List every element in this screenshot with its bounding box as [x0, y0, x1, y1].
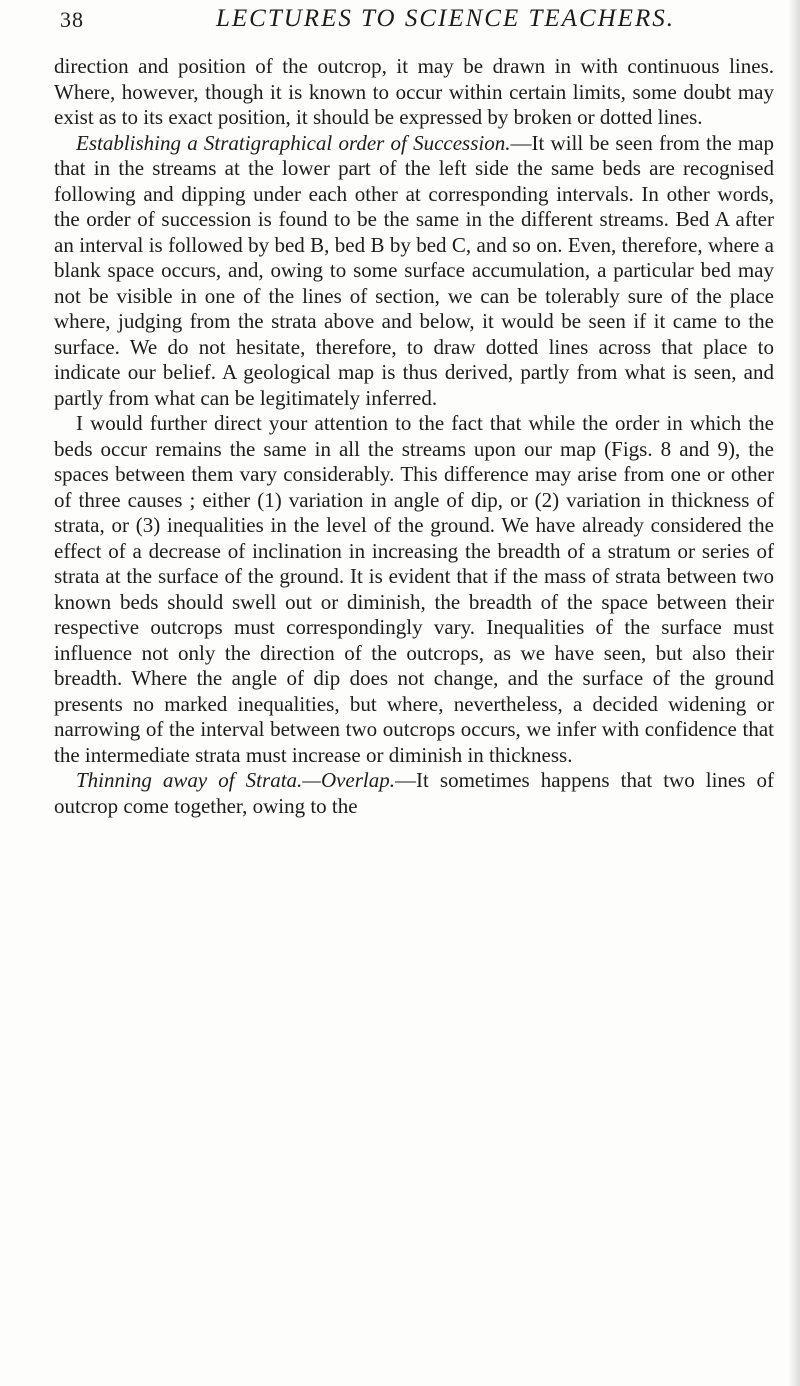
running-title: LECTURES TO SCIENCE TEACHERS. — [216, 5, 675, 32]
paragraph-text: —It sometimes happens that two lines of outcrop come together, owing to the — [54, 768, 774, 818]
page-edge-shadow — [788, 0, 800, 1386]
body-text — [54, 54, 774, 819]
paragraph-stratigraphical-order — [54, 131, 774, 412]
section-heading: Establishing a Stratigraphical order of Succession. — [76, 130, 511, 155]
running-head — [46, 0, 786, 50]
section-heading: Thinning away of Strata.—Overlap. — [76, 768, 396, 792]
paragraph-outcrop-spacing — [54, 411, 774, 768]
page-number: 38 — [60, 7, 84, 32]
paragraph-thinning-away — [54, 768, 774, 819]
paragraph-text: I would further direct your attention to the fact that while the order in which the beds occur remains the same in all the streams upon our map (Figs. 8 and 9), the spaces between them vary considerably. This difference may arise from one or other of three causes ; either (1) variation in angle of dip, or (2) variation in thickness of strata, or (3) inequalities in the level of the ground. We have already considered the effect of a decrease of inclination in increasing the breadth of a stratum or series of strata at the surface of the ground. It is evident that if the mass of strata between two known beds should swell out or diminish, the breadth of the space between their respective outcrops must correspondingly vary. Inequalities of the surface must influence not only the direction of the outcrops, as we have seen, but also their breadth. Where the angle of dip does not change, and the surface of the ground presents no marked inequalities, but where, nevertheless, a decided widening or narrowing of the interval between two outcrops occurs, we infer with confidence that the intermediate strata must increase or diminish in thickness. — [54, 411, 774, 767]
paragraph-text: direction and position of the outcrop, it may be drawn in with continuous lines. Where, however, though it is known to occur within certain limits, some doubt may exist as to its exact position, it should be expressed by broken or dotted lines. — [54, 54, 774, 129]
paragraph-text: —It will be seen from the map that in the streams at the lower part of the left side the same beds are recognised following and dipping under each other at corresponding intervals. In other words, the order of succession is found to be the same in the different streams. Bed A after an interval is followed by bed B, bed B by bed C, and so on. Even, therefore, where a blank space occurs, and, owing to some surface accumulation, a particular bed may not be visible in one of the lines of section, we can be tolerably sure of the place where, judging from the strata above and below, it would be seen if it came to the surface. We do not hesitate, therefore, to draw dotted lines across that place to indicate our belief. A geological map is thus derived, partly from what is seen, and partly from what can be legitimately inferred. — [54, 130, 774, 410]
paragraph-continuation — [54, 54, 774, 131]
